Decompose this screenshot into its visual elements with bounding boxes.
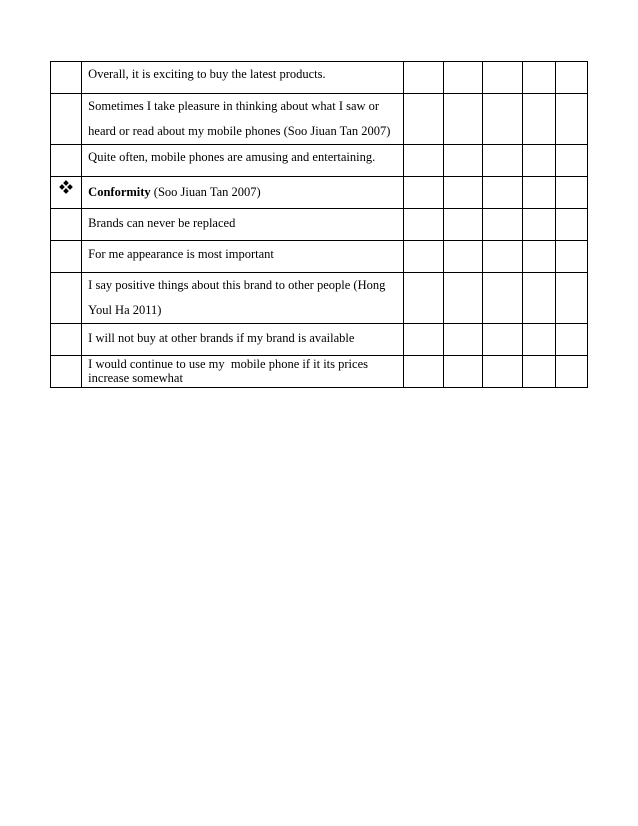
table-row xyxy=(51,273,588,324)
rating-cell[interactable] xyxy=(483,273,522,324)
statement-text-line: I say positive things about this brand to other people (Hong xyxy=(88,278,386,292)
rating-cell[interactable] xyxy=(555,177,587,209)
rating-cell[interactable] xyxy=(444,241,483,273)
rating-cell[interactable] xyxy=(555,356,587,388)
rating-cell[interactable] xyxy=(522,62,555,94)
rating-cell[interactable] xyxy=(555,62,587,94)
statement-cell xyxy=(82,209,404,241)
rating-cell[interactable] xyxy=(483,324,522,356)
statement-text: Overall, it is exciting to buy the latest products. xyxy=(88,67,326,81)
statement-cell xyxy=(82,356,404,388)
marker-cell xyxy=(51,62,82,94)
statement-text: Brands can never be replaced xyxy=(88,216,236,230)
rating-cell[interactable] xyxy=(444,356,483,388)
statement-text: For me appearance is most important xyxy=(88,247,274,261)
rating-cell[interactable] xyxy=(555,273,587,324)
marker-cell xyxy=(51,324,82,356)
section-heading-title: Conformity xyxy=(88,185,151,199)
table-row xyxy=(51,62,588,94)
marker-cell xyxy=(51,94,82,145)
statement-text-line: I would continue to use my mobile phone if it its prices xyxy=(88,357,368,371)
rating-cell[interactable] xyxy=(403,145,443,177)
rating-cell[interactable] xyxy=(555,145,587,177)
statement-text-line: heard or read about my mobile phones (Soo Jiuan Tan 2007) xyxy=(88,124,391,138)
statement-text: Quite often, mobile phones are amusing and entertaining. xyxy=(88,150,376,164)
statement-cell xyxy=(82,145,404,177)
rating-cell[interactable] xyxy=(483,241,522,273)
section-heading-row xyxy=(51,177,588,209)
statement-cell xyxy=(82,324,404,356)
rating-cell[interactable] xyxy=(522,94,555,145)
marker-cell xyxy=(51,145,82,177)
statement-cell xyxy=(82,62,404,94)
rating-cell[interactable] xyxy=(483,177,522,209)
section-heading-citation: (Soo Jiuan Tan 2007) xyxy=(150,185,261,199)
rating-cell[interactable] xyxy=(444,324,483,356)
marker-cell xyxy=(51,356,82,388)
rating-cell[interactable] xyxy=(403,209,443,241)
rating-cell[interactable] xyxy=(555,241,587,273)
rating-cell[interactable] xyxy=(403,324,443,356)
marker-cell xyxy=(51,241,82,273)
rating-cell[interactable] xyxy=(483,62,522,94)
rating-cell[interactable] xyxy=(444,62,483,94)
rating-cell[interactable] xyxy=(522,145,555,177)
section-heading-cell xyxy=(82,177,404,209)
rating-cell[interactable] xyxy=(403,94,443,145)
rating-cell[interactable] xyxy=(522,324,555,356)
statement-text-line: Youl Ha 2011) xyxy=(88,303,162,317)
rating-cell[interactable] xyxy=(483,94,522,145)
rating-cell[interactable] xyxy=(522,209,555,241)
rating-cell[interactable] xyxy=(403,356,443,388)
rating-cell[interactable] xyxy=(444,145,483,177)
marker-cell xyxy=(51,209,82,241)
table-row xyxy=(51,94,588,145)
statement-text: I will not buy at other brands if my brand is available xyxy=(88,331,355,345)
statement-cell xyxy=(82,94,404,145)
rating-cell[interactable] xyxy=(555,94,587,145)
rating-cell[interactable] xyxy=(522,273,555,324)
rating-cell[interactable] xyxy=(403,177,443,209)
rating-cell[interactable] xyxy=(555,324,587,356)
rating-cell[interactable] xyxy=(483,356,522,388)
statement-text-line: increase somewhat xyxy=(88,371,183,385)
rating-cell[interactable] xyxy=(483,145,522,177)
rating-cell[interactable] xyxy=(522,356,555,388)
statement-cell xyxy=(82,241,404,273)
rating-cell[interactable] xyxy=(444,209,483,241)
diamond-bullet-icon xyxy=(60,181,72,193)
marker-cell xyxy=(51,177,82,209)
rating-cell[interactable] xyxy=(483,209,522,241)
table-row xyxy=(51,209,588,241)
statement-text-line: Sometimes I take pleasure in thinking about what I saw or xyxy=(88,99,380,113)
rating-cell[interactable] xyxy=(555,209,587,241)
rating-cell[interactable] xyxy=(403,62,443,94)
table-row xyxy=(51,356,588,388)
statement-cell xyxy=(82,273,404,324)
rating-cell[interactable] xyxy=(403,273,443,324)
survey-table xyxy=(50,61,588,388)
rating-cell[interactable] xyxy=(444,177,483,209)
table-row xyxy=(51,145,588,177)
rating-cell[interactable] xyxy=(522,241,555,273)
rating-cell[interactable] xyxy=(403,241,443,273)
rating-cell[interactable] xyxy=(444,273,483,324)
table-row xyxy=(51,241,588,273)
marker-cell xyxy=(51,273,82,324)
rating-cell[interactable] xyxy=(522,177,555,209)
rating-cell[interactable] xyxy=(444,94,483,145)
table-row xyxy=(51,324,588,356)
